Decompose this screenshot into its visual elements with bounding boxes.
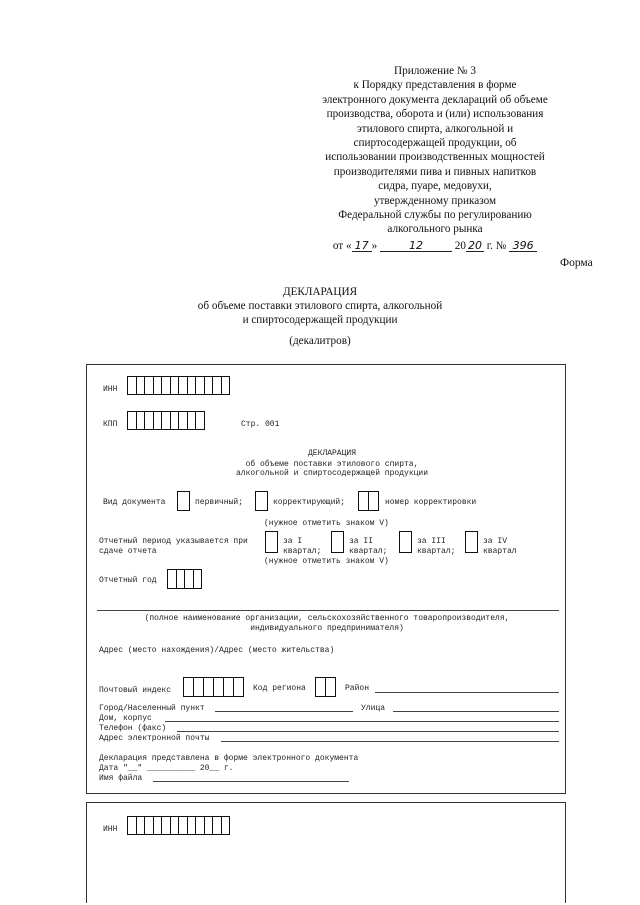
q2-checkbox[interactable] xyxy=(331,531,344,553)
appendix-line: производителями пива и пивных напитков xyxy=(333,165,537,178)
form-title: ДЕКЛАРАЦИЯ xyxy=(307,449,356,458)
kpp-label: КПП xyxy=(103,420,118,429)
date-prefix: от « xyxy=(332,239,352,252)
submission-date-label: Дата "__" __________ 20__ г. xyxy=(99,764,234,773)
org-name-line[interactable] xyxy=(97,610,559,611)
year-label: Отчетный год xyxy=(99,576,157,585)
next-page-form xyxy=(86,802,566,903)
date-mid: » xyxy=(371,239,378,252)
inn-label: ИНН xyxy=(103,385,118,394)
doc-primary-checkbox[interactable] xyxy=(177,491,190,511)
appendix-line: алкогольного рынка xyxy=(387,223,483,236)
appendix-line: этилового спирта, алкогольной и xyxy=(356,122,514,135)
period-mark-hint: (нужное отметить знаком V) xyxy=(264,557,389,566)
doc-type-label: Вид документа xyxy=(103,498,166,507)
house-label: Дом, корпус xyxy=(99,714,152,723)
q4-checkbox[interactable] xyxy=(465,531,478,553)
correction-number-cells[interactable] xyxy=(358,491,379,511)
street-field[interactable] xyxy=(393,711,559,712)
page-number-label: Стр. 001 xyxy=(241,420,280,429)
declaration-title-block xyxy=(170,285,470,327)
phone-label: Телефон (факс) xyxy=(99,724,167,733)
year-cells[interactable] xyxy=(167,569,202,589)
form-subtitle-2: алкогольной и спиртосодержащей продукции xyxy=(235,469,429,478)
house-field[interactable] xyxy=(165,721,559,722)
filename-field[interactable] xyxy=(153,781,349,782)
order-number: 396 xyxy=(509,240,537,252)
doc-corrective-label: корректирующий; xyxy=(273,498,346,507)
form-subtitle-1: об объеме поставки этилового спирта, xyxy=(245,460,419,469)
appendix-line: Федеральной службы по регулированию xyxy=(338,209,532,222)
period-label-2: сдаче отчета xyxy=(99,547,157,556)
district-label: Район xyxy=(345,684,370,693)
q2-label-b: квартал; xyxy=(349,547,388,556)
org-hint-2: индивидуального предпринимателя) xyxy=(250,624,404,633)
declaration-title: ДЕКЛАРАЦИЯ xyxy=(282,286,358,298)
kpp-cells[interactable] xyxy=(127,411,205,430)
phone-field[interactable] xyxy=(177,731,559,732)
appendix-line: электронного документа деклараций об объеме xyxy=(322,93,548,106)
postal-cells[interactable] xyxy=(183,677,244,697)
declaration-form xyxy=(86,364,566,794)
page2-inn-label: ИНН xyxy=(103,825,118,834)
appendix-line: Приложение № 3 xyxy=(394,65,476,77)
appendix-line: спиртосодержащей продукции, об xyxy=(353,137,517,150)
date-year-prefix: 20 xyxy=(454,239,466,252)
district-field[interactable] xyxy=(375,692,559,693)
appendix-line: сидра, пуаре, медовухи, xyxy=(378,180,492,193)
correction-number-label: номер корректировки xyxy=(385,498,477,507)
period-label-1: Отчетный период указывается при xyxy=(99,537,248,546)
postal-label: Почтовый индекс xyxy=(99,686,172,695)
doc-primary-label: первичный; xyxy=(195,498,244,507)
q1-checkbox[interactable] xyxy=(265,531,278,553)
declaration-subtitle-1: об объеме поставки этилового спирта, алкогольной xyxy=(197,300,443,312)
q4-label-b: квартал xyxy=(483,547,517,556)
appendix-line: использовании производственных мощностей xyxy=(325,151,545,164)
city-label: Город/Населенный пункт xyxy=(99,704,205,713)
units-label: (декалитров) xyxy=(289,335,351,347)
submitted-label: Декларация представлена в форме электронного документа xyxy=(99,754,359,763)
inn-cells[interactable] xyxy=(127,376,230,395)
form-label: Форма xyxy=(560,257,593,269)
q3-checkbox[interactable] xyxy=(399,531,412,553)
declaration-subtitle-2: и спиртосодержащей продукции xyxy=(242,314,398,326)
email-label: Адрес электронной почты xyxy=(99,734,210,743)
page2-inn-cells[interactable] xyxy=(127,816,230,835)
appendix-line: утвержденному приказом xyxy=(373,194,497,207)
date-year: 20 xyxy=(467,238,482,252)
date-month: 12 xyxy=(380,240,452,252)
q2-label-a: за II xyxy=(349,537,374,546)
q1-label-a: за I xyxy=(283,537,303,546)
q1-label-b: квартал; xyxy=(283,547,322,556)
order-number-prefix: г. № xyxy=(486,239,507,252)
appendix-header xyxy=(300,64,570,253)
appendix-line: производства, оборота и (или) использования xyxy=(326,108,544,121)
mark-hint: (нужное отметить знаком V) xyxy=(264,519,389,528)
q3-label-a: за III xyxy=(417,537,446,546)
q3-label-b: квартал; xyxy=(417,547,456,556)
org-hint-1: (полное наименование организации, сельскохозяйственного товаропроизводителя, xyxy=(144,614,510,623)
order-date-line xyxy=(300,239,570,253)
doc-corrective-checkbox[interactable] xyxy=(255,491,268,511)
date-day: 17 xyxy=(352,240,372,252)
city-field[interactable] xyxy=(215,711,353,712)
address-label: Адрес (место нахождения)/Адрес (место жительства) xyxy=(99,646,335,655)
region-label: Код региона xyxy=(253,684,306,693)
region-cells[interactable] xyxy=(315,677,336,697)
email-field[interactable] xyxy=(221,741,559,742)
appendix-line: к Порядку представления в форме xyxy=(353,79,517,92)
filename-label: Имя файла xyxy=(99,774,143,783)
street-label: Улица xyxy=(361,704,386,713)
q4-label-a: за IV xyxy=(483,537,508,546)
